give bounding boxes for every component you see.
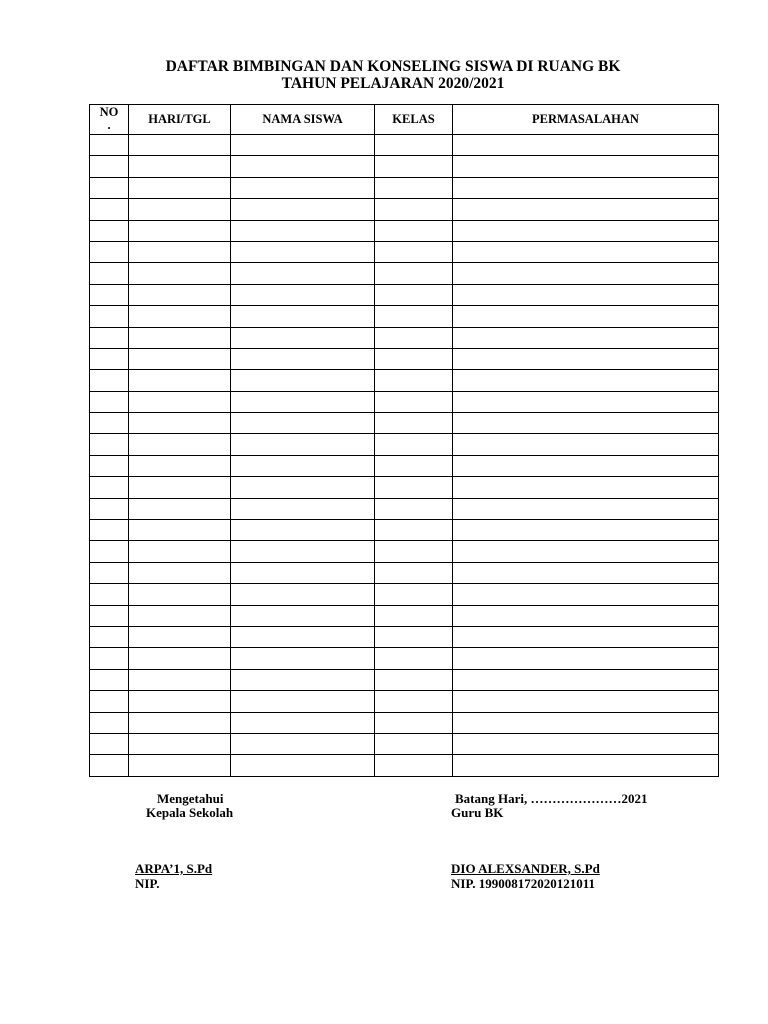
cell-permasalahan — [453, 177, 719, 198]
cell-kelas — [375, 755, 453, 776]
cell-permasalahan — [453, 626, 719, 647]
cell-nama-siswa — [231, 605, 375, 626]
cell-nama-siswa — [231, 520, 375, 541]
cell-permasalahan — [453, 241, 719, 262]
cell-no — [90, 241, 129, 262]
cell-no — [90, 434, 129, 455]
cell-hari-tgl — [129, 348, 231, 369]
right-nip: NIP. 199008172020121011 — [451, 876, 595, 891]
table-row — [90, 541, 719, 562]
cell-permasalahan — [453, 220, 719, 241]
cell-nama-siswa — [231, 648, 375, 669]
header-permasalahan: PERMASALAHAN — [453, 105, 719, 135]
cell-no — [90, 135, 129, 156]
cell-permasalahan — [453, 434, 719, 455]
table-row — [90, 306, 719, 327]
cell-nama-siswa — [231, 498, 375, 519]
cell-nama-siswa — [231, 562, 375, 583]
cell-no — [90, 691, 129, 712]
cell-kelas — [375, 177, 453, 198]
table-row — [90, 391, 719, 412]
cell-no — [90, 263, 129, 284]
cell-kelas — [375, 391, 453, 412]
cell-nama-siswa — [231, 712, 375, 733]
table-row — [90, 691, 719, 712]
cell-kelas — [375, 498, 453, 519]
cell-permasalahan — [453, 156, 719, 177]
cell-no — [90, 755, 129, 776]
cell-hari-tgl — [129, 370, 231, 391]
cell-no — [90, 370, 129, 391]
cell-nama-siswa — [231, 177, 375, 198]
cell-permasalahan — [453, 348, 719, 369]
cell-nama-siswa — [231, 434, 375, 455]
cell-nama-siswa — [231, 584, 375, 605]
cell-nama-siswa — [231, 755, 375, 776]
cell-nama-siswa — [231, 733, 375, 754]
cell-permasalahan — [453, 755, 719, 776]
table-row — [90, 669, 719, 690]
cell-permasalahan — [453, 584, 719, 605]
cell-no — [90, 669, 129, 690]
cell-kelas — [375, 669, 453, 690]
table-row — [90, 241, 719, 262]
cell-no — [90, 648, 129, 669]
cell-hari-tgl — [129, 413, 231, 434]
cell-kelas — [375, 605, 453, 626]
cell-kelas — [375, 691, 453, 712]
cell-permasalahan — [453, 541, 719, 562]
table-row — [90, 755, 719, 776]
cell-hari-tgl — [129, 220, 231, 241]
cell-permasalahan — [453, 199, 719, 220]
cell-no — [90, 199, 129, 220]
cell-no — [90, 220, 129, 241]
cell-nama-siswa — [231, 220, 375, 241]
cell-hari-tgl — [129, 520, 231, 541]
cell-permasalahan — [453, 327, 719, 348]
cell-no — [90, 413, 129, 434]
header-no-line2: . — [107, 118, 111, 132]
cell-hari-tgl — [129, 391, 231, 412]
cell-permasalahan — [453, 691, 719, 712]
cell-kelas — [375, 541, 453, 562]
cell-kelas — [375, 712, 453, 733]
cell-hari-tgl — [129, 691, 231, 712]
cell-nama-siswa — [231, 348, 375, 369]
header-nama-siswa: NAMA SISWA — [231, 105, 375, 135]
cell-kelas — [375, 284, 453, 305]
cell-kelas — [375, 434, 453, 455]
cell-permasalahan — [453, 648, 719, 669]
cell-no — [90, 562, 129, 583]
cell-hari-tgl — [129, 327, 231, 348]
cell-no — [90, 520, 129, 541]
cell-no — [90, 541, 129, 562]
cell-hari-tgl — [129, 135, 231, 156]
cell-hari-tgl — [129, 669, 231, 690]
cell-permasalahan — [453, 733, 719, 754]
table-row — [90, 263, 719, 284]
table-row — [90, 626, 719, 647]
cell-kelas — [375, 370, 453, 391]
table-row — [90, 284, 719, 305]
cell-permasalahan — [453, 370, 719, 391]
cell-hari-tgl — [129, 584, 231, 605]
cell-nama-siswa — [231, 691, 375, 712]
table-row — [90, 712, 719, 733]
header-kelas: KELAS — [375, 105, 453, 135]
header-no-line1: NO — [99, 105, 119, 119]
cell-nama-siswa — [231, 327, 375, 348]
left-name: ARPA’1, S.Pd — [135, 861, 213, 876]
cell-kelas — [375, 733, 453, 754]
header-no — [90, 105, 129, 135]
cell-hari-tgl — [129, 156, 231, 177]
cell-permasalahan — [453, 284, 719, 305]
cell-nama-siswa — [231, 370, 375, 391]
table-row — [90, 605, 719, 626]
cell-permasalahan — [453, 306, 719, 327]
table-row — [90, 135, 719, 156]
table-row — [90, 199, 719, 220]
cell-nama-siswa — [231, 669, 375, 690]
cell-kelas — [375, 241, 453, 262]
cell-nama-siswa — [231, 199, 375, 220]
cell-hari-tgl — [129, 177, 231, 198]
cell-permasalahan — [453, 391, 719, 412]
cell-permasalahan — [453, 605, 719, 626]
cell-no — [90, 455, 129, 476]
counseling-table — [89, 104, 719, 777]
cell-nama-siswa — [231, 413, 375, 434]
cell-hari-tgl — [129, 477, 231, 498]
table-row — [90, 434, 719, 455]
cell-kelas — [375, 135, 453, 156]
table-row — [90, 520, 719, 541]
table-row — [90, 348, 719, 369]
cell-nama-siswa — [231, 626, 375, 647]
cell-kelas — [375, 648, 453, 669]
cell-kelas — [375, 263, 453, 284]
table-row — [90, 477, 719, 498]
table-row — [90, 562, 719, 583]
table-row — [90, 177, 719, 198]
cell-kelas — [375, 327, 453, 348]
cell-hari-tgl — [129, 562, 231, 583]
cell-nama-siswa — [231, 241, 375, 262]
cell-no — [90, 733, 129, 754]
cell-hari-tgl — [129, 306, 231, 327]
cell-kelas — [375, 156, 453, 177]
cell-hari-tgl — [129, 755, 231, 776]
cell-hari-tgl — [129, 541, 231, 562]
cell-kelas — [375, 562, 453, 583]
cell-permasalahan — [453, 263, 719, 284]
header-hari-tgl: HARI/TGL — [129, 105, 231, 135]
cell-hari-tgl — [129, 626, 231, 647]
table-row — [90, 498, 719, 519]
table-body — [90, 135, 719, 777]
cell-no — [90, 391, 129, 412]
right-place-date: Batang Hari, …………………2021 — [455, 791, 648, 806]
table-row — [90, 733, 719, 754]
cell-no — [90, 284, 129, 305]
table-header-row — [90, 105, 719, 135]
cell-nama-siswa — [231, 306, 375, 327]
cell-nama-siswa — [231, 391, 375, 412]
cell-permasalahan — [453, 135, 719, 156]
cell-nama-siswa — [231, 477, 375, 498]
cell-permasalahan — [453, 669, 719, 690]
cell-nama-siswa — [231, 263, 375, 284]
cell-hari-tgl — [129, 199, 231, 220]
cell-kelas — [375, 455, 453, 476]
table-row — [90, 327, 719, 348]
table-row — [90, 584, 719, 605]
cell-permasalahan — [453, 413, 719, 434]
table-row — [90, 413, 719, 434]
cell-hari-tgl — [129, 648, 231, 669]
table-row — [90, 156, 719, 177]
cell-hari-tgl — [129, 733, 231, 754]
left-role: Kepala Sekolah — [146, 805, 234, 820]
cell-no — [90, 498, 129, 519]
cell-no — [90, 477, 129, 498]
table-row — [90, 455, 719, 476]
cell-no — [90, 605, 129, 626]
cell-no — [90, 626, 129, 647]
cell-permasalahan — [453, 455, 719, 476]
cell-kelas — [375, 348, 453, 369]
cell-nama-siswa — [231, 156, 375, 177]
right-role: Guru BK — [451, 805, 504, 820]
cell-no — [90, 327, 129, 348]
cell-nama-siswa — [231, 135, 375, 156]
cell-kelas — [375, 584, 453, 605]
cell-no — [90, 177, 129, 198]
table-row — [90, 220, 719, 241]
cell-no — [90, 712, 129, 733]
cell-kelas — [375, 306, 453, 327]
cell-hari-tgl — [129, 498, 231, 519]
cell-kelas — [375, 520, 453, 541]
left-mengetahui: Mengetahui — [157, 791, 224, 806]
cell-hari-tgl — [129, 712, 231, 733]
right-name: DIO ALEXSANDER, S.Pd — [451, 861, 600, 876]
cell-kelas — [375, 199, 453, 220]
cell-permasalahan — [453, 477, 719, 498]
document-title: DAFTAR BIMBINGAN DAN KONSELING SISWA DI RUANG BK — [165, 58, 621, 75]
cell-no — [90, 306, 129, 327]
cell-hari-tgl — [129, 455, 231, 476]
cell-hari-tgl — [129, 241, 231, 262]
left-nip: NIP. — [135, 876, 160, 891]
cell-kelas — [375, 413, 453, 434]
cell-permasalahan — [453, 498, 719, 519]
cell-no — [90, 584, 129, 605]
cell-nama-siswa — [231, 455, 375, 476]
cell-hari-tgl — [129, 263, 231, 284]
cell-permasalahan — [453, 712, 719, 733]
cell-permasalahan — [453, 562, 719, 583]
table-row — [90, 370, 719, 391]
cell-kelas — [375, 626, 453, 647]
cell-hari-tgl — [129, 605, 231, 626]
cell-nama-siswa — [231, 541, 375, 562]
cell-kelas — [375, 477, 453, 498]
cell-hari-tgl — [129, 284, 231, 305]
document-subtitle: TAHUN PELAJARAN 2020/2021 — [281, 75, 505, 92]
cell-kelas — [375, 220, 453, 241]
cell-nama-siswa — [231, 284, 375, 305]
cell-hari-tgl — [129, 434, 231, 455]
table-row — [90, 648, 719, 669]
cell-no — [90, 348, 129, 369]
cell-permasalahan — [453, 520, 719, 541]
cell-no — [90, 156, 129, 177]
